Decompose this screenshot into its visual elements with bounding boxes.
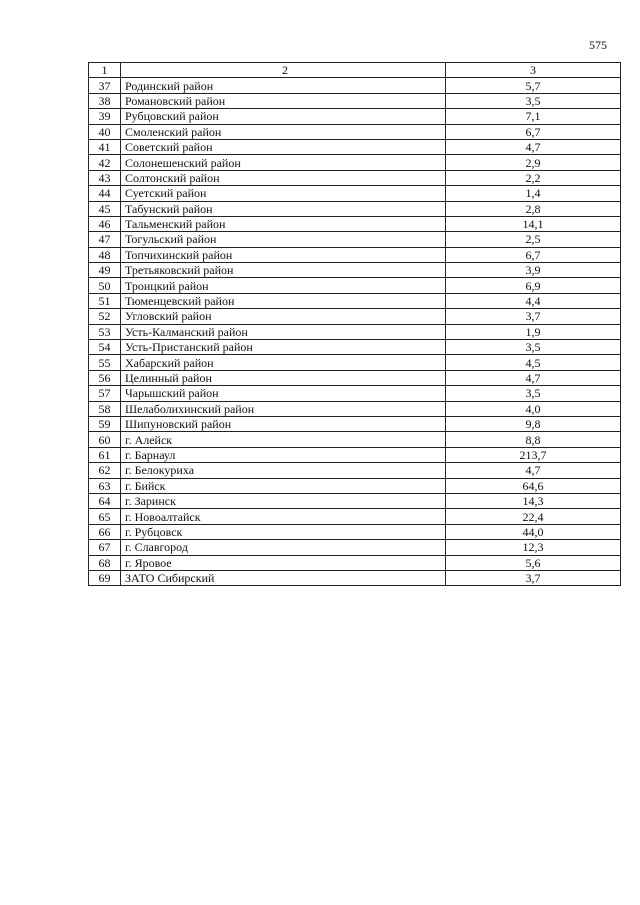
district-name: Тальменский район — [121, 216, 446, 231]
district-name: Смоленский район — [121, 124, 446, 139]
table-row — [89, 493, 621, 508]
row-number: 67 — [89, 540, 121, 555]
row-value: 12,3 — [446, 540, 621, 555]
row-number: 43 — [89, 170, 121, 185]
table-row — [89, 355, 621, 370]
district-name: г. Барнаул — [121, 447, 446, 462]
table-row — [89, 232, 621, 247]
row-number: 49 — [89, 263, 121, 278]
row-number: 58 — [89, 401, 121, 416]
district-name: Суетский район — [121, 186, 446, 201]
row-number: 68 — [89, 555, 121, 570]
row-value: 3,9 — [446, 263, 621, 278]
district-name: Солонешенский район — [121, 155, 446, 170]
row-value: 14,1 — [446, 216, 621, 231]
header-row — [89, 63, 621, 78]
table-row — [89, 263, 621, 278]
table-row — [89, 463, 621, 478]
data-table — [88, 62, 621, 586]
table-row — [89, 309, 621, 324]
row-number: 63 — [89, 478, 121, 493]
row-value: 14,3 — [446, 493, 621, 508]
row-value: 9,8 — [446, 416, 621, 431]
header-col-1: 1 — [89, 63, 121, 78]
row-number: 54 — [89, 340, 121, 355]
district-name: г. Яровое — [121, 555, 446, 570]
district-name: г. Заринск — [121, 493, 446, 508]
row-number: 55 — [89, 355, 121, 370]
district-name: Шипуновский район — [121, 416, 446, 431]
district-name: Целинный район — [121, 370, 446, 385]
table-row — [89, 555, 621, 570]
table-row — [89, 447, 621, 462]
table-row — [89, 293, 621, 308]
row-value: 7,1 — [446, 109, 621, 124]
header-col-3: 3 — [446, 63, 621, 78]
row-number: 51 — [89, 293, 121, 308]
district-name: Топчихинский район — [121, 247, 446, 262]
district-name: Шелаболихинский район — [121, 401, 446, 416]
table-row — [89, 109, 621, 124]
table-row — [89, 416, 621, 431]
district-name: Хабарский район — [121, 355, 446, 370]
district-name: Тюменцевский район — [121, 293, 446, 308]
row-value: 5,7 — [446, 78, 621, 93]
district-name: Рубцовский район — [121, 109, 446, 124]
row-value: 1,9 — [446, 324, 621, 339]
district-name: Чарышский район — [121, 386, 446, 401]
row-value: 3,5 — [446, 93, 621, 108]
table-row — [89, 155, 621, 170]
row-number: 52 — [89, 309, 121, 324]
district-name: Угловский район — [121, 309, 446, 324]
table-row — [89, 201, 621, 216]
row-value: 4,7 — [446, 139, 621, 154]
row-value: 22,4 — [446, 509, 621, 524]
row-number: 60 — [89, 432, 121, 447]
row-number: 53 — [89, 324, 121, 339]
district-name: Троицкий район — [121, 278, 446, 293]
row-number: 56 — [89, 370, 121, 385]
district-name: Табунский район — [121, 201, 446, 216]
row-number: 47 — [89, 232, 121, 247]
table-row — [89, 478, 621, 493]
row-value: 3,7 — [446, 309, 621, 324]
row-number: 45 — [89, 201, 121, 216]
row-value: 3,5 — [446, 340, 621, 355]
table-row — [89, 570, 621, 585]
row-value: 8,8 — [446, 432, 621, 447]
table-row — [89, 186, 621, 201]
row-value: 213,7 — [446, 447, 621, 462]
row-value: 2,5 — [446, 232, 621, 247]
row-value: 1,4 — [446, 186, 621, 201]
row-value: 2,2 — [446, 170, 621, 185]
row-number: 39 — [89, 109, 121, 124]
row-value: 4,7 — [446, 370, 621, 385]
table-row — [89, 139, 621, 154]
row-number: 66 — [89, 524, 121, 539]
table-row — [89, 540, 621, 555]
row-value: 3,7 — [446, 570, 621, 585]
row-value: 5,6 — [446, 555, 621, 570]
district-name: Советский район — [121, 139, 446, 154]
district-name: Третьяковский район — [121, 263, 446, 278]
row-value: 64,6 — [446, 478, 621, 493]
row-number: 48 — [89, 247, 121, 262]
row-number: 64 — [89, 493, 121, 508]
table-row — [89, 524, 621, 539]
table-row — [89, 324, 621, 339]
row-number: 46 — [89, 216, 121, 231]
table-row — [89, 93, 621, 108]
district-name: Родинский район — [121, 78, 446, 93]
district-name: г. Рубцовск — [121, 524, 446, 539]
district-name: Солтонский район — [121, 170, 446, 185]
table-row — [89, 432, 621, 447]
row-value: 4,4 — [446, 293, 621, 308]
row-number: 57 — [89, 386, 121, 401]
row-value: 3,5 — [446, 386, 621, 401]
row-value: 6,7 — [446, 124, 621, 139]
page-number: 575 — [589, 38, 607, 52]
table-row — [89, 278, 621, 293]
table-row — [89, 370, 621, 385]
row-number: 65 — [89, 509, 121, 524]
district-name: Романовский район — [121, 93, 446, 108]
row-number: 50 — [89, 278, 121, 293]
row-number: 42 — [89, 155, 121, 170]
table-row — [89, 401, 621, 416]
row-value: 6,9 — [446, 278, 621, 293]
row-number: 41 — [89, 139, 121, 154]
district-name: Усть-Калманский район — [121, 324, 446, 339]
table-row — [89, 124, 621, 139]
row-number: 61 — [89, 447, 121, 462]
row-number: 44 — [89, 186, 121, 201]
table-row — [89, 386, 621, 401]
row-value: 2,8 — [446, 201, 621, 216]
district-name: г. Новоалтайск — [121, 509, 446, 524]
district-name: г. Бийск — [121, 478, 446, 493]
row-value: 44,0 — [446, 524, 621, 539]
district-name: г. Белокуриха — [121, 463, 446, 478]
row-value: 6,7 — [446, 247, 621, 262]
row-number: 40 — [89, 124, 121, 139]
row-value: 2,9 — [446, 155, 621, 170]
row-value: 4,5 — [446, 355, 621, 370]
header-col-2: 2 — [121, 63, 446, 78]
row-number: 37 — [89, 78, 121, 93]
district-name: ЗАТО Сибирский — [121, 570, 446, 585]
table-row — [89, 509, 621, 524]
district-name: Тогульский район — [121, 232, 446, 247]
district-name: г. Алейск — [121, 432, 446, 447]
table-row — [89, 340, 621, 355]
table-row — [89, 216, 621, 231]
row-number: 69 — [89, 570, 121, 585]
table-body — [89, 78, 621, 586]
row-value: 4,7 — [446, 463, 621, 478]
table-row — [89, 247, 621, 262]
table-row — [89, 78, 621, 93]
row-number: 38 — [89, 93, 121, 108]
table-row — [89, 170, 621, 185]
table-header — [89, 63, 621, 78]
district-name: Усть-Пристанский район — [121, 340, 446, 355]
district-name: г. Славгород — [121, 540, 446, 555]
row-number: 62 — [89, 463, 121, 478]
row-number: 59 — [89, 416, 121, 431]
row-value: 4,0 — [446, 401, 621, 416]
